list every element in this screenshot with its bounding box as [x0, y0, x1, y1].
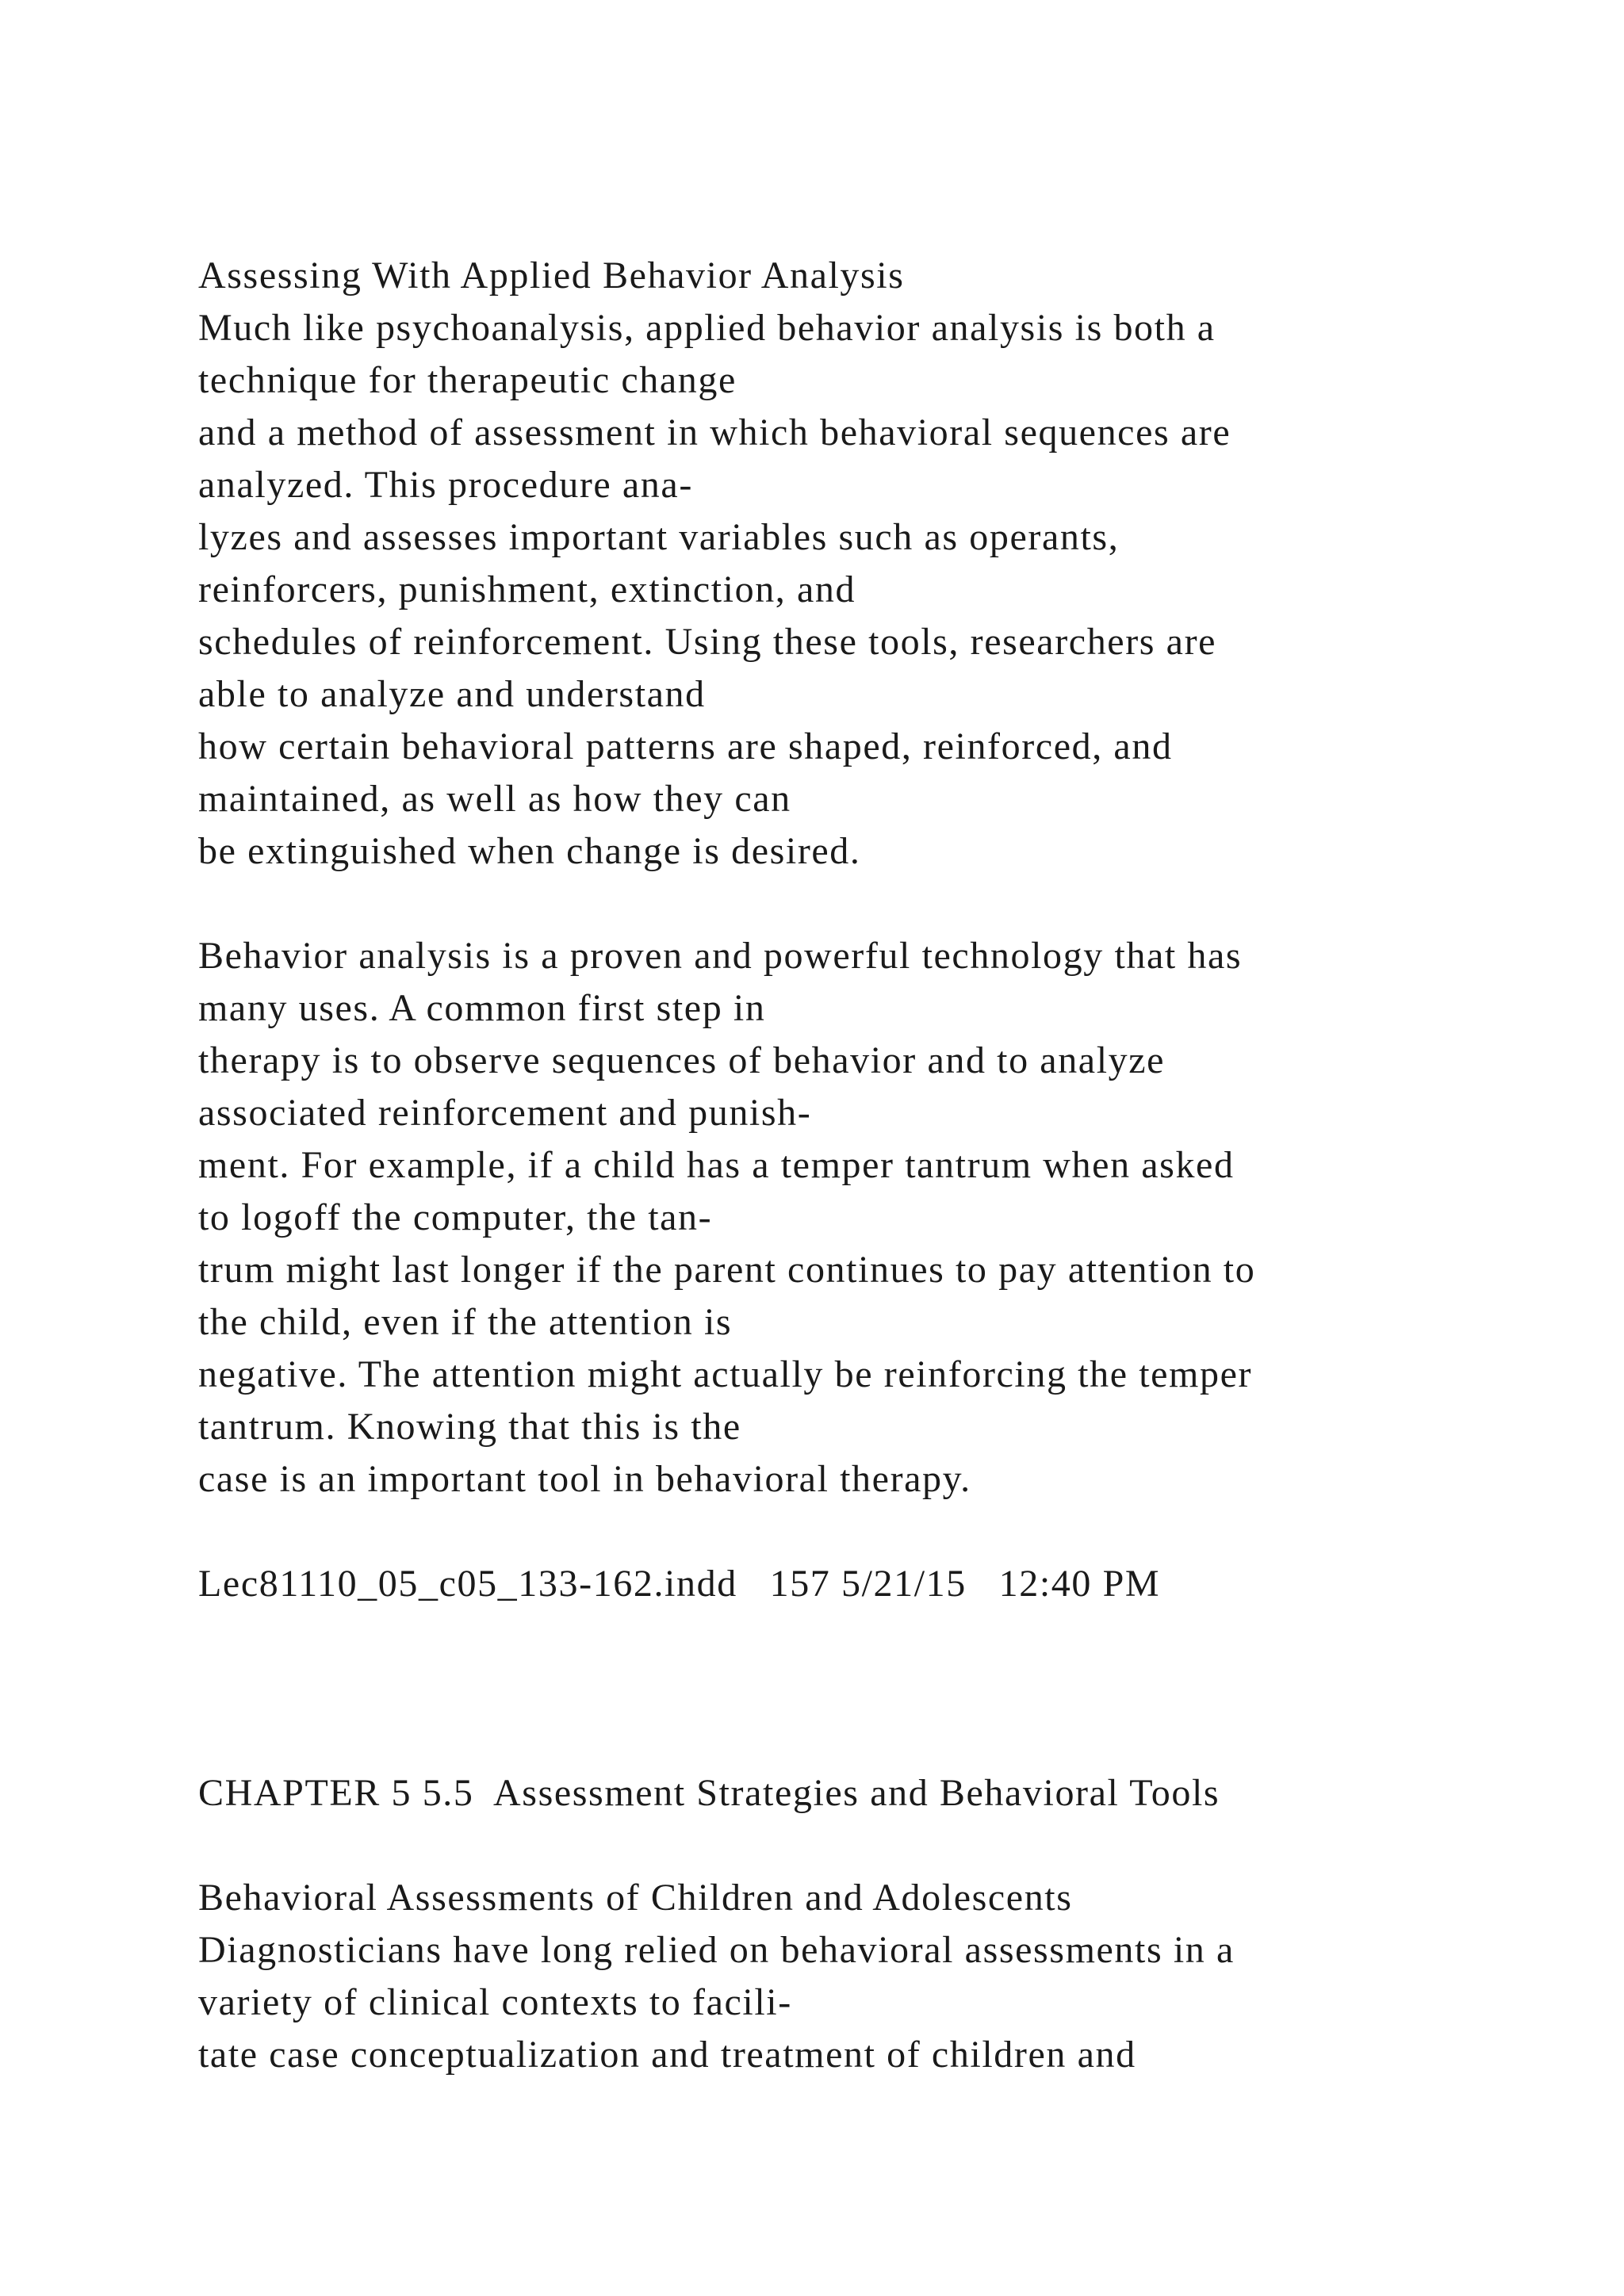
section-heading: Behavioral Assessments of Children and Adolescents: [198, 1877, 1073, 1919]
text-line: reinforcers, punishment, extinction, and: [198, 568, 856, 610]
text-line: how certain behavioral patterns are shaped, reinforced, and: [198, 725, 1173, 767]
text-line: lyzes and assesses important variables such as operants,: [198, 516, 1120, 558]
blank-line: [198, 878, 1546, 930]
text-line: ment. For example, if a child has a temper tantrum when asked: [198, 1144, 1235, 1186]
text-line: variety of clinical contexts to facili-: [198, 1981, 792, 2023]
page-break-gap: [198, 1610, 1546, 1767]
section-heading: Assessing With Applied Behavior Analysis: [198, 254, 905, 297]
text-line: to logoff the computer, the tan-: [198, 1196, 713, 1238]
text-line: many uses. A common first step in: [198, 987, 766, 1029]
text-line: negative. The attention might actually be reinforcing the temper: [198, 1353, 1253, 1395]
text-line: maintained, as well as how they can: [198, 778, 791, 820]
text-line: trum might last longer if the parent continues to pay attention to: [198, 1249, 1256, 1291]
blank-line: [198, 1820, 1546, 1872]
blank-line: [198, 1506, 1546, 1558]
text-line: therapy is to observe sequences of behavior and to analyze: [198, 1039, 1166, 1081]
file-slug-line: Lec81110_05_c05_133-162.indd 157 5/21/15 12:40 PM: [198, 1563, 1161, 1605]
text-line: be extinguished when change is desired.: [198, 830, 861, 872]
text-line: Behavior analysis is a proven and powerful technology that has: [198, 935, 1243, 977]
chapter-header: CHAPTER 5 5.5 Assessment Strategies and Behavioral Tools: [198, 1772, 1220, 1814]
text-line: technique for therapeutic change: [198, 359, 737, 401]
text-line: associated reinforcement and punish-: [198, 1092, 812, 1134]
text-line: case is an important tool in behavioral therapy.: [198, 1458, 971, 1500]
text-line: analyzed. This procedure ana-: [198, 464, 693, 506]
text-line: tate case conceptualization and treatment of children and: [198, 2034, 1136, 2076]
text-line: Diagnosticians have long relied on behavioral assessments in a: [198, 1929, 1235, 1971]
text-line: tantrum. Knowing that this is the: [198, 1406, 741, 1448]
text-line: Much like psychoanalysis, applied behavior analysis is both a: [198, 307, 1216, 349]
text-line: and a method of assessment in which behavioral sequences are: [198, 411, 1231, 453]
document-body: [198, 250, 1546, 2081]
text-line: able to analyze and understand: [198, 673, 706, 715]
text-line: the child, even if the attention is: [198, 1301, 733, 1343]
text-line: schedules of reinforcement. Using these tools, researchers are: [198, 621, 1217, 663]
